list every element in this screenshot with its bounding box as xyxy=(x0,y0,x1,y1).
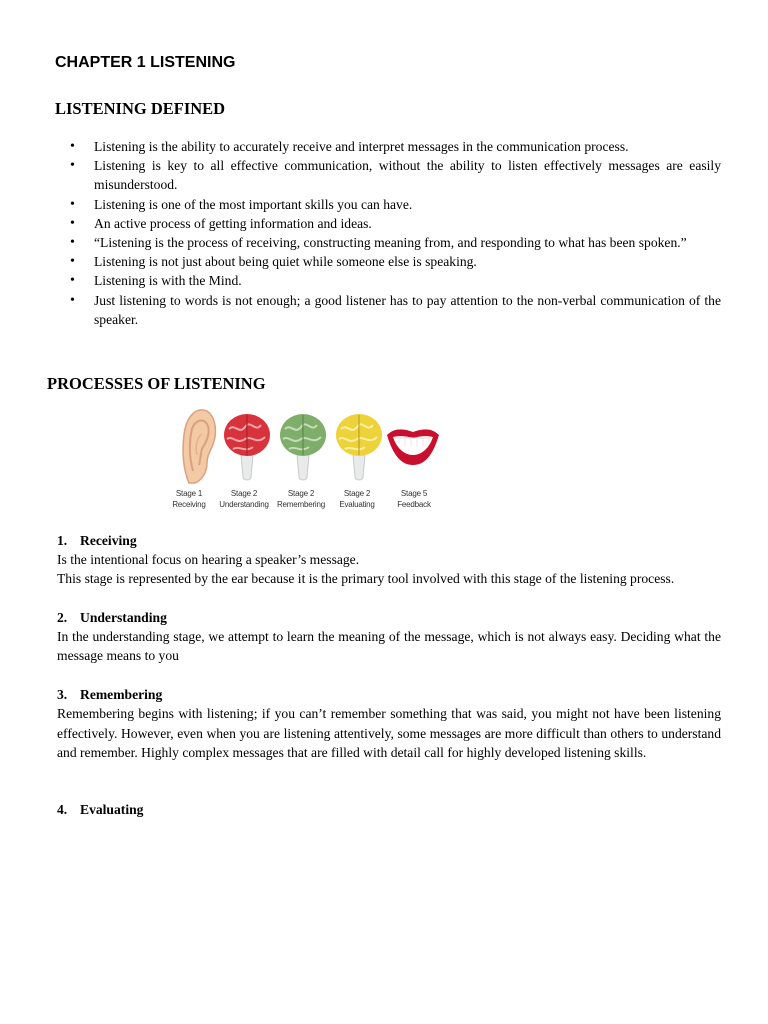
section-title: 2. Understanding xyxy=(57,609,167,625)
section-text: Is the intentional focus on hearing a speaker’s message. xyxy=(57,552,360,568)
red-brain-icon xyxy=(221,407,273,485)
list-item: • Listening is key to all effective communication, without the ability to listen effectively messages are easily misunderstood. xyxy=(70,156,721,194)
yellow-brain-icon xyxy=(333,407,385,485)
ear-icon xyxy=(179,407,219,485)
section-understanding xyxy=(57,608,721,666)
listening-defined-heading: LISTENING DEFINED xyxy=(55,99,226,118)
list-item: • Listening is one of the most important skills you can have. xyxy=(70,195,721,214)
list-item: • Listening is with the Mind. xyxy=(70,271,721,290)
stage-feedback xyxy=(384,407,442,485)
listening-stages-figure xyxy=(170,403,440,518)
stage-label: Stage 2 Evaluating xyxy=(339,489,375,509)
section-text: This stage is represented by the ear because it is the primary tool involved with this stage of the listening process. xyxy=(57,571,675,587)
stage-understanding xyxy=(218,407,276,485)
green-brain-icon xyxy=(277,407,329,485)
stage-remembering xyxy=(274,407,332,485)
list-item: • “Listening is the process of receiving, constructing meaning from, and responding to what has been spoken.” xyxy=(70,233,721,252)
list-item: • An active process of getting information and ideas. xyxy=(70,214,721,233)
section-receiving xyxy=(57,531,721,589)
chapter-title: CHAPTER 1 LISTENING xyxy=(55,54,236,71)
section-text: Remembering begins with listening; if you can’t remember something that was said, you might not have been listening effectively. However, even when you are listening attentively, some messages are more difficult than others to understand and remember. Highly complex messages that are filled with detail call for highly developed listening skills. xyxy=(57,706,721,760)
stage-evaluating xyxy=(330,407,388,485)
section-remembering xyxy=(57,685,721,762)
stage-label: Stage 5 Feedback xyxy=(397,489,431,509)
stage-label: Stage 1 Receiving xyxy=(172,489,206,509)
list-item: • Listening is the ability to accurately receive and interpret messages in the communication process. xyxy=(70,137,721,156)
list-item: • Just listening to words is not enough; a good listener has to pay attention to the non-verbal communication of the speaker. xyxy=(70,291,721,329)
section-title: 3. Remembering xyxy=(57,687,163,703)
stage-label: Stage 2 Remembering xyxy=(276,489,326,509)
stage-label: Stage 2 Understanding xyxy=(219,489,269,509)
section-evaluating xyxy=(57,800,721,819)
process-sections xyxy=(57,531,721,819)
lips-icon xyxy=(385,407,441,485)
list-item: • Listening is not just about being quiet while someone else is speaking. xyxy=(70,252,721,271)
section-title: 1. Receiving xyxy=(57,533,137,548)
processes-heading: PROCESSES OF LISTENING xyxy=(47,374,266,393)
definition-list xyxy=(70,137,721,329)
section-text: In the understanding stage, we attempt to learn the meaning of the message, which is not always easy. Deciding what the message means to you xyxy=(57,628,721,664)
section-title: 4. Evaluating xyxy=(57,802,144,818)
